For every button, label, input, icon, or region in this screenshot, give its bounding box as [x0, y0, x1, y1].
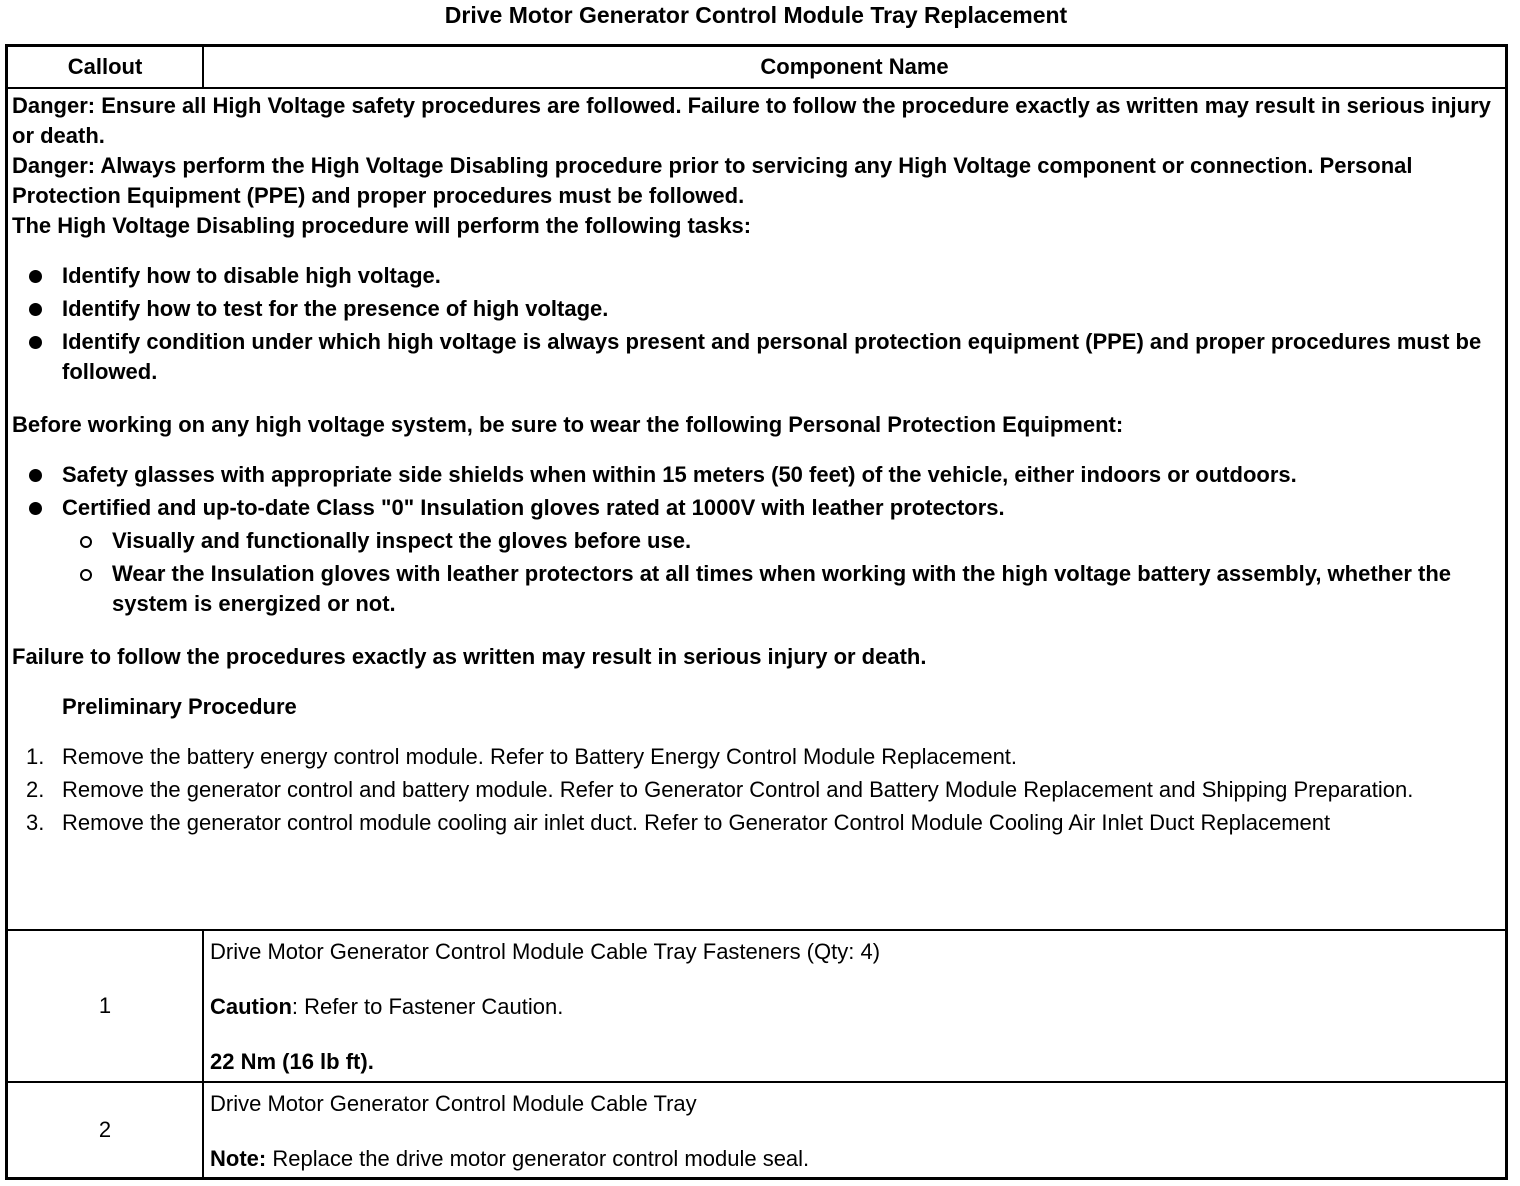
danger-label: Danger: [12, 153, 96, 178]
danger-text: Ensure all High Voltage safety procedures are followed. Failure to follow the procedure exactly as written may result in serious injury or death. [12, 93, 1491, 148]
disabling-intro: The High Voltage Disabling procedure will perform the following tasks: [12, 213, 752, 238]
step-number: 1. [26, 744, 45, 769]
step-text: Remove the generator control and battery module. Refer to Generator Control and Battery Module Replacement and Shipping Preparation. [62, 777, 1414, 802]
component-name: Drive Motor Generator Control Module Cable Tray [210, 1091, 697, 1116]
sublist-item: Visually and functionally inspect the gloves before use. [62, 526, 1501, 556]
disabling-task-list [12, 261, 1501, 387]
torque-spec: 22 Nm (16 lb ft). [210, 1049, 374, 1074]
callout-header: Callout [8, 47, 204, 87]
danger-label: Danger: [12, 93, 96, 118]
step-number: 3. [26, 810, 45, 835]
caution-label: Caution [210, 994, 292, 1019]
step-item [12, 742, 1501, 772]
list-item: Identify condition under which high voltage is always present and personal protection equipment (PPE) and proper procedures must be followed. [12, 327, 1501, 387]
component-name: Drive Motor Generator Control Module Cable Tray Fasteners (Qty: 4) [210, 939, 881, 964]
step-text: Remove the battery energy control module. Refer to Battery Energy Control Module Replacement. [62, 744, 1018, 769]
note-line [210, 1144, 1499, 1174]
step-item [12, 775, 1501, 805]
ppe-intro: Before working on any high voltage system, be sure to wear the following Personal Protection Equipment: [12, 412, 1124, 437]
list-item-text: Certified and up-to-date Class "0" Insulation gloves rated at 1000V with leather protectors. [62, 495, 1005, 520]
caution-line [210, 992, 1499, 1022]
component-cell [204, 1083, 1505, 1177]
table-header-row [8, 47, 1505, 89]
step-item [12, 808, 1501, 838]
list-item: Identify how to disable high voltage. [12, 261, 1501, 291]
danger-text: Always perform the High Voltage Disabling procedure prior to servicing any High Voltage component or connection. Personal Protection Equipment (PPE) and proper procedures must be followed. [12, 153, 1413, 208]
callout-cell: 2 [8, 1083, 204, 1177]
failure-warning: Failure to follow the procedures exactly as written may result in serious injury or death. [12, 644, 927, 669]
callout-cell: 1 [8, 931, 204, 1081]
note-label: Note: [210, 1146, 267, 1171]
note-text: Replace the drive motor generator control module seal. [266, 1146, 810, 1171]
danger-notice-1 [12, 91, 1501, 151]
list-item: Identify how to test for the presence of high voltage. [12, 294, 1501, 324]
step-number: 2. [26, 777, 45, 802]
component-name-header: Component Name [760, 54, 949, 79]
list-item: Safety glasses with appropriate side shields when within 15 meters (50 feet) of the vehicle, either indoors or outdoors. [12, 460, 1501, 490]
procedure-heading: Preliminary Procedure [62, 694, 297, 719]
danger-notice-2 [12, 151, 1501, 211]
procedure-steps [12, 742, 1501, 838]
preliminary-section [8, 89, 1505, 931]
list-item [12, 493, 1501, 619]
glove-sublist [62, 526, 1501, 619]
step-text: Remove the generator control module cooling air inlet duct. Refer to Generator Control Module Cooling Air Inlet Duct Replacement [62, 810, 1331, 835]
caution-text: : Refer to Fastener Caution. [291, 994, 564, 1019]
procedure-table [5, 44, 1508, 1180]
sublist-item: Wear the Insulation gloves with leather protectors at all times when working with the high voltage battery assembly, whether the system is energized or not. [62, 559, 1501, 619]
table-row [8, 1083, 1505, 1177]
ppe-list [12, 460, 1501, 619]
page-title: Drive Motor Generator Control Module Tray Replacement [444, 2, 1068, 28]
table-row [8, 931, 1505, 1083]
component-cell [204, 931, 1505, 1081]
